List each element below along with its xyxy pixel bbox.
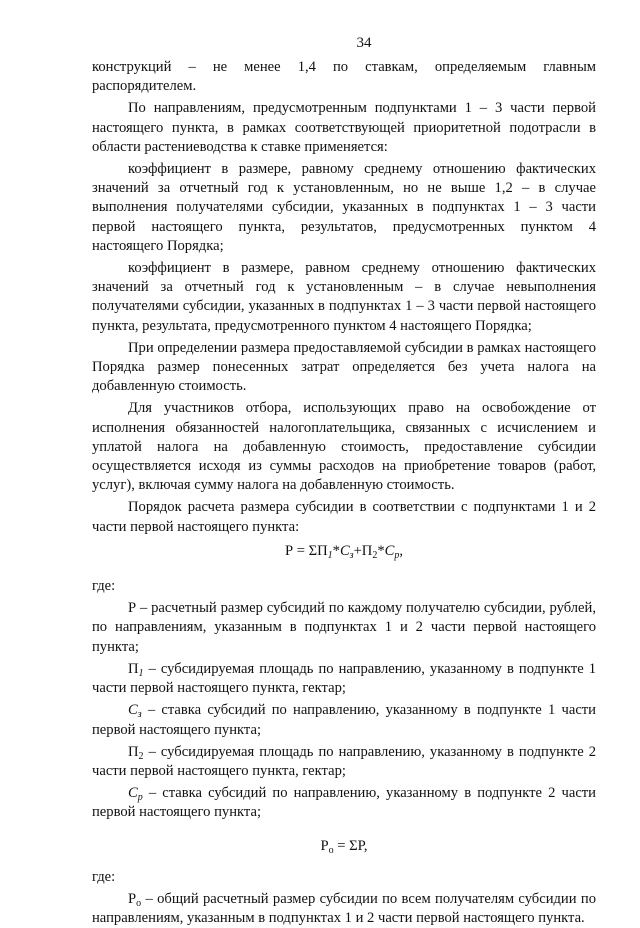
definition-p: Р – расчетный размер субсидий по каждому получателю субсидии, рублей, по направлениям, указанным в подпунктах 1 и 2 части первой настоящего пункта; [92,600,596,655]
definition-po: $Р_о$ – общий расчетный размер субсидии по всем получателям субсидии по направлениям, указанным в подпунктах 1 и 2 части первой настоящего пункта. [92,890,596,927]
paragraph: При определении размера предоставляемой субсидии в рамках настоящего Порядка размер понесенных затрат определяется без учета налога на добавленную стоимость. [92,339,596,395]
definition-cp: $С_р$ – ставка субсидий по направлению, указанному в подпункте 2 части первой настоящего пункта; [92,785,596,821]
where-label: где: [92,868,116,885]
definition-p1: $П_1$ – субсидируемая площадь по направлению, указанному в подпункте 1 части первой настоящего пункта, гектар; [92,660,596,697]
formula-subsidy: $Р = \Sigma П_1*С_з+П_2*С_р$, [284,542,404,561]
formula-total: $Р_о = \Sigma Р$, [320,837,368,856]
paragraph: конструкций – не менее 1,4 по ставкам, определяемым главным распорядителем. [92,59,596,95]
paragraph: Для участников отбора, использующих право на освобождение от исполнения обязанностей налогоплательщика, связанных с исчислением и уплатой налога на добавленную стоимость, предоставление субсидии осуществляется исходя из суммы расходов на приобретение товаров (работ, услуг), включая сумму налога на добавленную стоимость. [92,400,596,494]
paragraph: Порядок расчета размера субсидии в соответствии с подпунктами 1 и 2 части первой настоящего пункта: [92,499,596,535]
where-label: где: [92,578,116,595]
definition-cz: $С_з$ – ставка субсидий по направлению, указанному в подпункте 1 части первой настоящего пункта; [92,702,596,738]
paragraph: коэффициент в размере, равному среднему отношению фактических значений за отчетный год к установленным, но не выше 1,2 – в случае выполнения получателями субсидии, указанных в подпунктах 1 – 3 части первой настоящего пункта, результатов, предусмотренных пунктом 4 настоящего Порядка; [92,161,596,254]
page-number: 34 [356,35,372,51]
definition-p2: $П_2$ – субсидируемая площадь по направлению, указанному в подпункте 2 части первой настоящего пункта, гектар; [92,743,596,779]
paragraph: По направлениям, предусмотренным подпунктами 1 – 3 части первой настоящего пункта, в рамках соответствующей приоритетной подотрасли в области растениеводства к ставке применяется: [92,100,596,155]
paragraph: коэффициент в размере, равном среднему отношению фактических значений за отчетный год к установленным – в случае невыполнения получателями субсидии, указанных в подпунктах 1 – 3 части первой настоящего пункта, результата, предусмотренного пунктом 4 настоящего Порядка; [92,260,596,334]
